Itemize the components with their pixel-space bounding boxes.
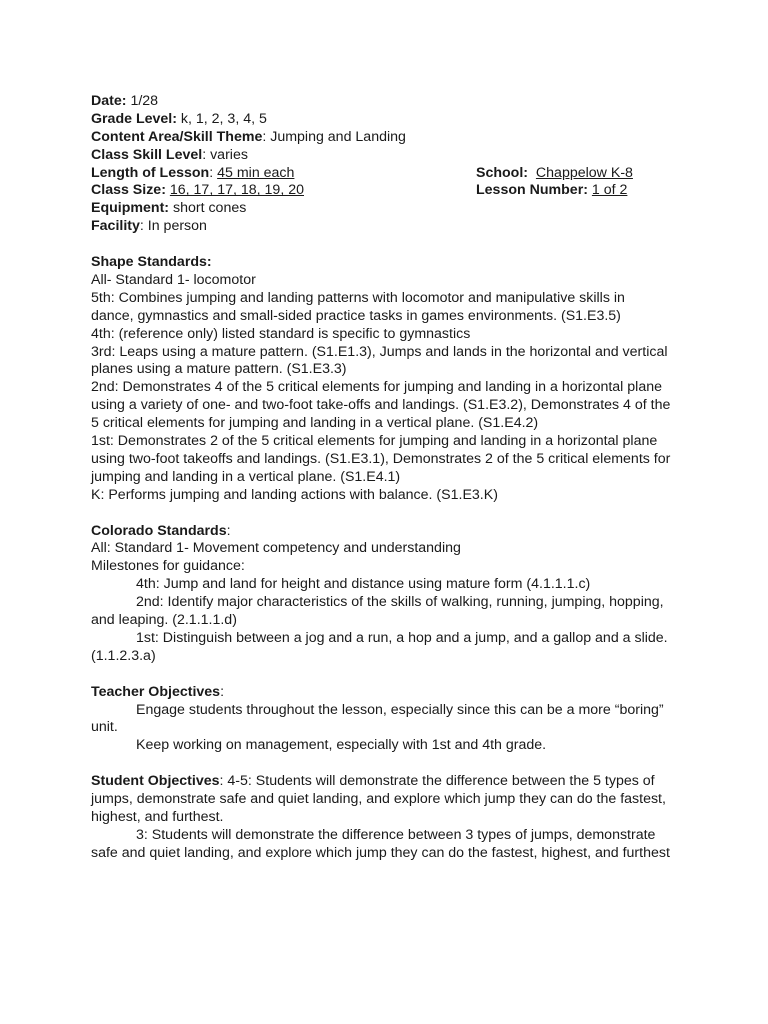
colorado-heading-colon: : [226, 522, 231, 539]
colorado-second: 2nd: Identify major characteristics of the skills of walking, running, jumping, hopping, and leaping. (2.1.1.1.d) [91, 594, 664, 629]
class-size-label: Class Size: [91, 182, 166, 199]
length-school-row [91, 165, 671, 183]
colorado-standards-heading: Colorado Standards [91, 522, 227, 539]
content-area-row [91, 129, 671, 147]
student-objectives-heading: Student Objectives [91, 773, 220, 790]
shape-second: 2nd: Demonstrates 4 of the 5 critical elements for jumping and landing in a horizontal plane using a variety of one- and two-foot take-offs and landings. (S1.E3.2), Demonstrates 4 of the 5 critical elements for jumping and landing in a vertical plane. (S1.E4.2) [91, 379, 671, 432]
grade-level-value: k, 1, 2, 3, 4, 5 [180, 110, 267, 127]
teacher-objectives-heading: Teacher Objectives [91, 683, 221, 700]
equipment-label: Equipment: [91, 200, 170, 217]
teacher-objective-1: Engage students throughout the lesson, especially since this can be a more “boring” unit. [91, 701, 664, 736]
class-size-value: 16, 17, 17, 18, 19, 20 [169, 182, 304, 199]
facility-row [91, 218, 671, 236]
shape-all: All- Standard 1- locomotor [91, 271, 256, 288]
lesson-number-label: Lesson Number: [476, 182, 588, 199]
length-value: 45 min each [217, 164, 295, 181]
size-lesson-row [91, 182, 671, 200]
date-row [91, 93, 671, 111]
lesson-number [476, 182, 627, 200]
length-of-lesson [91, 165, 476, 183]
school-label: School: [476, 164, 529, 181]
lesson-plan-document [91, 93, 671, 863]
lesson-number-value: 1 of 2 [591, 182, 628, 199]
equipment-row [91, 200, 671, 218]
teacher-objectives-heading-row [91, 684, 671, 702]
grade-level-label: Grade Level: [91, 110, 177, 127]
colorado-fourth: 4th: Jump and land for height and distance using mature form (4.1.1.1.c) [136, 576, 591, 593]
length-sep: : [209, 164, 218, 181]
date-value: 1/28 [130, 93, 159, 109]
colorado-standards-heading-row [91, 523, 671, 541]
teacher-objective-2: Keep working on management, especially with 1st and 4th grade. [136, 737, 547, 754]
equipment-value: short cones [172, 200, 247, 217]
school [476, 165, 633, 183]
colorado-milestones: Milestones for guidance: [91, 558, 245, 575]
class-size [91, 182, 476, 200]
shape-third: 3rd: Leaps using a mature pattern. (S1.E1.3), Jumps and lands in the horizontal and vertical planes using a mature pattern. (S1.E3.3) [91, 343, 668, 378]
class-skill-value: : varies [202, 146, 248, 163]
student-objective-2: 3: Students will demonstrate the difference between 3 types of jumps, demonstrate safe and quiet landing, and explore which jump they can do the fastest, highest, and furthest [91, 826, 670, 861]
shape-k: K: Performs jumping and landing actions with balance. (S1.E3.K) [91, 486, 498, 503]
grade-level-row [91, 111, 671, 129]
date-label: Date: [91, 93, 127, 109]
content-area-label: Content Area/Skill Theme [91, 128, 263, 145]
student-objectives [91, 773, 671, 827]
shape-first: 1st: Demonstrates 2 of the 5 critical elements for jumping and landing in a horizontal plane using two-foot takeoffs and landings. (S1.E3.1), Demonstrates 2 of the 5 critical elements for jumping and landing in a vertical plane. (S1.E4.1) [91, 433, 671, 485]
student-objective-1: : 4-5: Students will demonstrate the difference between the 5 types of jumps, demonstrate safe and quiet landing, and explore which jump they can do the fastest, highest, and furthest. [91, 773, 666, 825]
shape-fourth: 4th: (reference only) listed standard is specific to gymnastics [91, 325, 471, 342]
teacher-heading-colon: : [220, 683, 225, 700]
facility-label: Facility [91, 218, 140, 235]
facility-value: : In person [139, 218, 207, 235]
colorado-all: All: Standard 1- Movement competency and understanding [91, 540, 461, 557]
shape-standards-heading: Shape Standards: [91, 254, 212, 271]
colorado-first: 1st: Distinguish between a jog and a run, a hop and a jump, and a gallop and a slide. (1.1.2.3.a) [91, 629, 668, 664]
shape-fifth: 5th: Combines jumping and landing patterns with locomotor and manipulative skills in dance, gymnastics and small-sided practice tasks in games environments. (S1.E3.5) [91, 289, 625, 324]
length-label: Length of Lesson [91, 164, 210, 181]
school-value: Chappelow K-8 [535, 164, 633, 181]
content-area-value: : Jumping and Landing [262, 128, 406, 145]
class-skill-row [91, 147, 671, 165]
class-skill-label: Class Skill Level [91, 146, 203, 163]
